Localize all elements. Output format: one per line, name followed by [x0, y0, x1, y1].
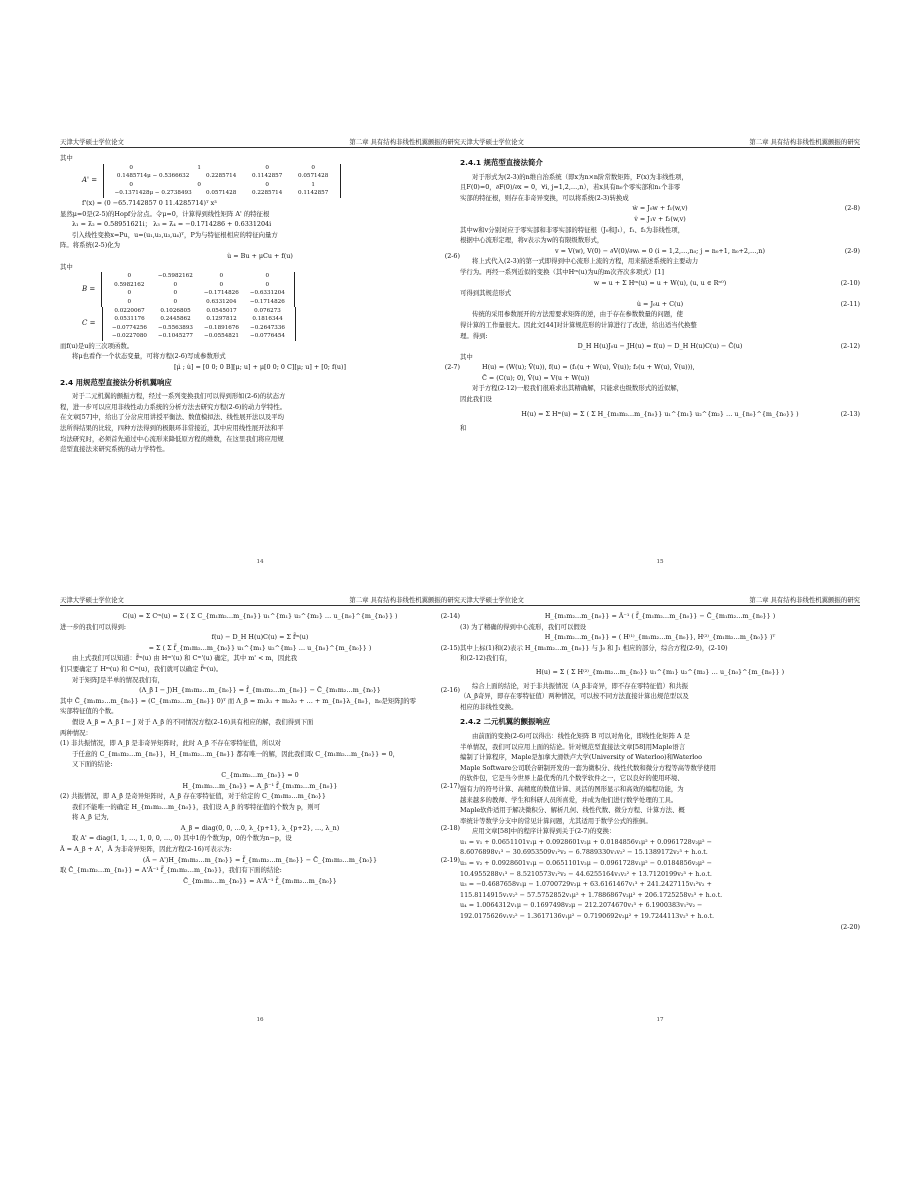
text-line: 其中 C̄_{m₁m₂…m_{n₀}} = (C_{m₁m₂…m_{n₀}} 0)ᵀ 而 Λ_β = m₁λ₁ + m₂λ₂ + … + m_{n₀}λ_{n₀}，n₀是矩阵J的零 [60, 696, 417, 705]
equation-2-18: A_β = diag(0, 0, …0, λ_{p+1}, λ_{p+2}, …, λ_n) (2-18) [180, 823, 460, 832]
equation-line: H_{m₁m₂…m_{n₀}} = ( H⁽¹⁾_{m₁m₂…m_{n₀}}, H⁽²⁾_{m₁m₂…m_{n₀}} )ᵀ [544, 633, 776, 642]
text-line: 两种情况： [60, 728, 92, 737]
text-line: 对于矩阵J是半单的情况我们有， [72, 675, 165, 684]
page-number: 16 [256, 1017, 264, 1023]
text-line: 均法研究时，必须首先通过中心流形来降低原方程的维数，在这里我们将应用规 [60, 434, 284, 443]
header-left: 天津大学硕士学位论文 [460, 138, 524, 146]
header-left: 天津大学硕士学位论文 [460, 596, 524, 604]
header-right: 第二章 具有结构非线性机翼颤振的研究 [349, 596, 460, 604]
text-line: 且F(0)=0，∂F(0)/∂x = 0，∀i, j=1,2,…,n），若x具有n₀个零实部和n₁个非零 [460, 183, 681, 192]
text-line: 应用文章[58]中的程序计算得到关于(2-7)的变换： [472, 827, 616, 836]
result-line: 115.8114915v₁v₂² − 57.5752852v₁μ² + 1.7886867v₂μ² + 206.1725258v₂³ + h.o.t. [460, 890, 723, 899]
text-line: 其中w和v分别对应于零实部和非零实部的特征根（J₀和J₁），f₁、f₂为非线性项， [460, 225, 685, 234]
equation-2-12: D_H H(u)J₀u − JH(u) = f(u) − D_H H(u)C(u) − C̄(u) (2-12) [577, 342, 860, 351]
page-number: 17 [656, 1017, 664, 1023]
text-line: 而f(u)是u的三次项函数。 [60, 341, 134, 350]
text-line: 实部的特征根，则存在非奇异变换，可以将系统(2-3)转换成 [460, 193, 629, 202]
page-number: 14 [256, 559, 264, 565]
equation-2-15b: = Σ ( Σ f̃_{m₁m₂…m_{n₀}} u₁^{m₁} u₂^{m₂} … u_{n₀}^{m_{n₀}} ) (2-15) [148, 643, 460, 652]
equation-2-17b: H_{m₁m₂…m_{n₀}} = A_β⁻¹ f̃_{m₁m₂…m_{n₀}} (2-17) [182, 781, 460, 790]
text-line: 和(2-12)我们有， [460, 654, 512, 663]
equation-line: H(u) = (W(u); V̄(u)), f(u) = (f₁(u + W(u), V̄(u)); f₂(u + W(u), V̄(u))), [482, 363, 695, 372]
page-header [60, 593, 460, 606]
text-line: λ₁ = λ̄₂ = 0.58951621i； λ₃ = λ̄₄ = −0.1714286 + 0.6331204i [72, 220, 272, 229]
text-line: 根据中心流形定理，将v表示为w的有限级数形式， [460, 236, 604, 245]
result-line: 192.0175626v₁v₂² − 1.3617136v₁μ² − 0.7190692v₂μ² + 19.7244113v₂³ + h.o.t. [460, 912, 715, 921]
matrix-b-block [60, 272, 460, 306]
text-line: 程，进一步可以应用非线性动力系统的分析方法去研究方程(2-6)的动力学特性。 [60, 402, 287, 411]
text-line: 编制了计算程序，Maple是加拿大滑铁卢大学(University of Waterloo)和Waterloo [460, 753, 702, 762]
text-line: Maple软件适用于解决微积分、解析几何、线性代数、微分方程、计算方法、概 [460, 806, 685, 815]
page-14 [60, 135, 460, 565]
text-line: 们只要确定了 Hᵐ(u) 和 Cᵐ(u)，我们就可以确定 f̃ᵐ(u)。 [60, 664, 223, 673]
page-17 [460, 593, 860, 1023]
equation-2-19: (Ã − A')H_{m₁m₂…m_{n₀}} = f̃_{m₁m₂…m_{n₀}} − C̄_{m₁m₂…m_{n₀}} (2-19) [142, 855, 460, 864]
page-body [460, 153, 860, 434]
equation-2-10: w = u + Σ Hᵐ(u) = u + W(u), (u, u ∈ Rⁿ⁰) (2-10) [593, 278, 860, 287]
header-right: 第二章 具有结构非线性机翼颤振的研究 [749, 138, 860, 146]
text-line: 得计算的工作量很大。因此文[44]对计算规范形的计算进行了改进，给出适当代换整 [460, 320, 697, 329]
result-line: u₃ = −0.4687658v₁μ − 1.0700729v₂μ + 63.6161467v₁³ + 241.2427115v₁²v₂ + [460, 880, 712, 889]
matrix-c-label: C = [82, 319, 96, 328]
header-right: 第二章 具有结构非线性机翼颤振的研究 [349, 138, 460, 146]
text-line: Maple Software公司联合研制开发的一套为微积分、线性代数和微分方程等高等数学使用 [460, 763, 717, 772]
equation-2-15: f(u) − D_H H(u)C(u) = Σ f̃ᵐ(u) [211, 633, 309, 642]
text-line: 引入线性变换x=Pu，u=(u₁,u₂,u₃,u₄)ᵀ，P为与特征根相应的特征向量方 [72, 230, 278, 239]
text-line: 其中 [460, 352, 473, 361]
header-left: 天津大学硕士学位论文 [60, 138, 124, 146]
text-line: 相应的非线性变换。 [460, 702, 518, 711]
equation-2-9: v = V(w), V(0) − ∂V(0)/∂wᵢ = 0 (i = 1,2,…,n₀; j = n₀+1, n₀+2,…,n) (2-9) [554, 246, 860, 255]
equation-line: C̄ = (C(u); 0), V̄(u) = V(u + W(u)) [482, 373, 590, 382]
text-line: 在文章[57]中，给出了分岔应用讲授平衡法、数值模拟法、线性展开法以及平均 [60, 413, 285, 422]
text-line: 实部特征值的个数。 [60, 707, 118, 716]
result-line: u₁ = v₁ + 0.0651101v₁μ + 0.0928601v₂μ + 0.0184856v₁μ² + 0.0961728v₂μ² − [460, 837, 712, 846]
text-line: 理。得到: [460, 331, 488, 340]
equation-2-11: u̇ = J₀u + C(u) (2-11) [636, 299, 860, 308]
result-line: u₄ = 1.0064312v₁μ − 0.1697498v₂μ − 212.2074670v₁³ + 6.1900383v₁²v₂ − [460, 901, 703, 910]
matrix-c: 0.0220067 0.1026805 0.0545017 0.076273 0.0531176 0.2445862 0.1297812 0.1816344 −0.0774256 −0.5563893 −0.1891676 −0.2647336 −0.0227080 −0.1045277 −0.0554821 −0.0776454 [102, 307, 296, 341]
text-line: 强有力的符号计算、高精度的数值计算、灵活的图形显示和高效的编程功能，为 [460, 784, 684, 793]
page-header [460, 135, 860, 148]
text-line: 因此我们设 [460, 395, 492, 404]
text-line: 由前面的变换(2-6)可以得出：线性化矩阵 B 可以对角化，即线性化矩阵 A 是 [472, 731, 691, 740]
text-line: 其中上标(1)和(2)表示 H_{m₁m₂…m_{n₀}} 与 J₀ 和 J₁ 相应的部分，综合方程(2-9)，(2-10) [460, 643, 728, 652]
section-heading: 2.4.2 二元机翼的颤振响应 [460, 717, 551, 727]
text-line: 将 A_β 记为, [72, 813, 109, 822]
text-line: 我们不能唯一的确定 H_{m₁m₂…m_{n₀}}，我们设 A_β 的零特征值的个数为 p，则可 [72, 802, 321, 811]
text-line: 可得到其规范形式 [460, 289, 512, 298]
text-line: 对于方程(2-12)一般我们很难求出其精确解，只能求也级数形式的近似解， [472, 384, 684, 393]
text-line: 范型直接法来研究系统的动力学特性。 [60, 445, 169, 454]
text-line: 和 [460, 424, 467, 433]
text-line: 于任意的 C_{m₁m₂…m_{n₀}}，H_{m₁m₂…m_{n₀}} 都有唯一的解，因此我们取 C_{m₁m₂…m_{n₀}} = 0， [72, 749, 400, 758]
text-line: Ã = A_β + A'，Ã 为非奇异矩阵，因此方程(2-16)可表示为: [60, 845, 232, 854]
page-body [60, 153, 460, 455]
equation-2-19b: C̄_{m₁m₂…m_{n₀}} = A'Ã⁻¹ f̃_{m₁m₂…m_{n₀}} [183, 876, 337, 885]
matrix-c-block [60, 307, 460, 341]
matrix-b-label: B = [82, 285, 96, 294]
equation-2-16: (Λ_β I − J)H_{m₁m₂…m_{n₀}} = f̃_{m₁m₂…m_{n₀}} − C̄_{m₁m₂…m_{n₀}} (2-16) [139, 686, 460, 695]
text-line: 学行为。再经一系列近似的变换（其中Hᵐ(u)为u的m次齐次多项式）[1] [460, 267, 664, 276]
page-16 [60, 593, 460, 1023]
text-line: 由上式我们可以知道：f̃ᵐ(u) 由 Hᵐ'(u) 和 Cᵐ'(u) 确定，其中 m' < m，因此我 [72, 654, 298, 663]
text-line: (3) 为了精确的得到中心流形，我们可以假设 [460, 622, 587, 631]
text-line: 传统的采用参数展开的方法需要求矩阵的逆，由于存在参数数量的问题，使 [472, 310, 683, 319]
equation-2-8: ẇ = J₀w + f₁(w,v) (2-8) [632, 204, 860, 213]
text-line: 取 A' = diag(1, 1, …, 1, 0, 0, …, 0) 其中1的个数为p，0的个数为n−p，设 [72, 834, 292, 843]
text-line: 取 C̄_{m₁m₂…m_{n₀}} = A'Ã⁻¹ f̃_{m₁m₂…m_{n₀}}，我们有下面的结论: [60, 866, 282, 875]
page-15 [460, 135, 860, 565]
equation-2-8b: v̇ = J₁v + f₂(w,v) [634, 214, 686, 223]
equation-2-17: C_{m₁m₂…m_{n₀}} = 0 [221, 770, 299, 779]
text-line: 其中 [60, 154, 73, 162]
text-line: 对于形式为(2-3)的n维自治系统（即x为n×n阶常数矩阵，F(x)为非线性项， [472, 172, 688, 181]
result-line: 10.4955288v₁³ − 8.5210573v₁²v₂ − 44.6255164v₁v₂² + 13.7120199v₂³ + h.o.t. [460, 869, 712, 878]
text-line: 越来越多的教师、学生和科研人员所喜爱，并成为他们进行数学处理的工具。 [460, 795, 678, 804]
page-body [60, 611, 460, 886]
page-header [60, 135, 460, 148]
text-line: 的软件包，它是当今世界上最优秀的几个数学软件之一，它以良好的使用环境、 [460, 774, 684, 783]
page-header [460, 593, 860, 606]
section-heading: 2.4 用规范型直接法分析机翼响应 [60, 377, 172, 387]
equation-line: H(u) = Σ ( Σ H⁽²⁾_{m₁m₂…m_{n₀}} u₁^{m₁} u₂^{m₂} … u_{n₀}^{m_{n₀}} ) [535, 667, 785, 676]
text-line: 将μ也看作一个状态变量，可将方程(2-6)写成参数形式 [72, 352, 226, 361]
text-line: 率统计等数学分支中的常见计算问题，尤其适用于数学公式的推倒。 [460, 816, 652, 825]
equation-2-6: u̇ = Bu + μCu + f(u) (2-6) [227, 251, 460, 260]
page-body [460, 611, 860, 932]
matrix-a-label: A' = [82, 176, 98, 185]
equation-line: H_{m₁m₂…m_{n₀}} = Ã⁻¹ ( f̃_{m₁m₂…m_{n₀}} − C̄_{m₁m₂…m_{n₀}} ) [544, 612, 776, 620]
equation-2-13: H(u) = Σ Hᵐ(u) = Σ ( Σ H_{m₁m₂…m_{n₀}} u₁^{m₁} u₂^{m₂} … u_{n₀}^{m_{n₀}} ) (2-13) [521, 409, 860, 418]
equation-2-7: [μ̇ ; u̇] = [0 0; 0 B][μ; u] + μ[0 0; 0 C][μ; u] + [0; f(u)] (2-7) [174, 363, 460, 372]
text-line: (2) 共振情况，即 A_β 是奇异矩阵时，A_β 存在零特征值，对于给定的 C_{m₁m₂…m_{n₀}} [60, 792, 326, 801]
text-line: (1) 非共振情况，即 A_β 是非奇异矩阵时，此时 A_β 不存在零特征值，所以对 [60, 739, 282, 748]
header-right: 第二章 具有结构非线性机翼颤振的研究 [749, 596, 860, 604]
text-line: 其中 [60, 262, 73, 271]
page-number: 15 [656, 559, 664, 565]
equation-2-14: C(u) = Σ Cᵐ(u) = Σ ( Σ C_{m₁m₂…m_{n₀}} u₁^{m₁} u₂^{m₂} … u_{n₀}^{m_{n₀}} ) (2-14) [122, 612, 460, 620]
text-line: 将上式代入(2-3)的第一式即得到中心流形上流的方程，用来描述系统的主要动力 [472, 257, 699, 266]
text-line: 进一步的我们可以得到: [60, 622, 127, 631]
result-line: u₂ = v₂ + 0.0928601v₁μ − 0.0651101v₂μ − 0.0961728v₁μ² − 0.0184856v₂μ² − [460, 859, 712, 868]
text-line: 综合上面的结论，对于非共振情况（A_β非奇异，即不存在零特征值）和共振 [472, 681, 689, 690]
text-line: 阵。将系统(2-5)化为 [60, 241, 121, 250]
equation-fx: f'(x) = (0 −65.7142857 0 11.4285714)ᵀ x³ [82, 198, 217, 207]
text-line: 又下面的结论: [72, 760, 113, 769]
text-line: 假设 A_β = Λ_β I − J 对于 Λ_β 的不同情况方程(2-16)具有相应的解，我们得到下面 [72, 717, 314, 726]
text-line: 半单情况，我们可以应用上面的结论。针对规范型直接法文章[58]用Maple语言 [460, 742, 686, 751]
matrix-a-block [60, 164, 460, 198]
text-line: 显然μ=0是(2-5)的Hopf分岔点。令μ=0，计算得到线性矩阵 A' 的特征根 [60, 209, 270, 218]
header-left: 天津大学硕士学位论文 [60, 596, 124, 604]
equation-2-20-number: (2-20) [840, 922, 860, 931]
text-line: 法所得结果的比较，四种方法得到的极限环非常接近，其中应用线性展开法和平 [60, 424, 284, 433]
text-line: （A_β奇异，即存在零特征值）两种情况，可以按不同方法直接计算出规范型以及 [460, 692, 689, 701]
section-heading: 2.4.1 规范型直接法简介 [460, 158, 543, 167]
text-line: 对于二元机翼的颤振方程，经过一系列变换我们可以得到形如(2-6)的状态方 [72, 392, 286, 401]
matrix-b: 0 −0.5982162 0 0 0.5982162 0 0 0 0 0 −0.1714826 −0.6331204 0 0 0.6331204 −0.1714826 [101, 272, 295, 306]
matrix-a: 0 1 0 0 0.1485714μ − 0.5366632 0.2285714 0.1142857 0.0571428 0 0 0 1 −0.1371428μ − 0.2738493 0.0571428 0.2285714 0.1142857 [103, 164, 341, 198]
result-line: 8.6076898v₁³ − 30.6953509v₁²v₂ − 6.7889330v₁v₂² − 15.1389172v₂³ + h.o.t. [460, 848, 708, 857]
